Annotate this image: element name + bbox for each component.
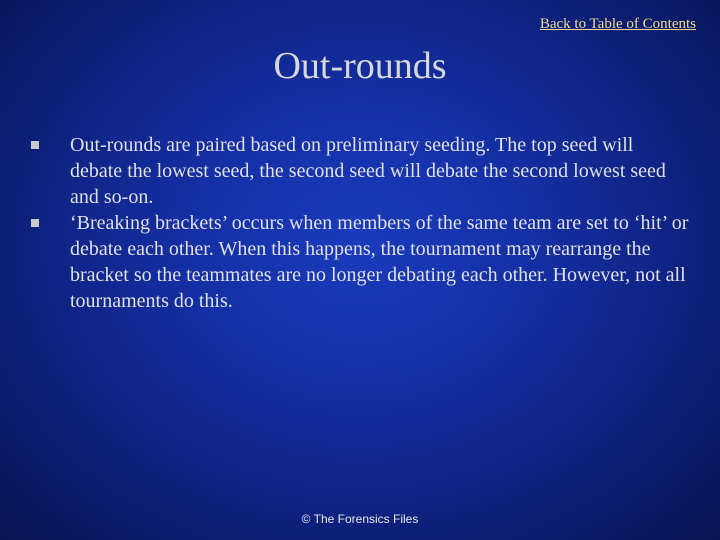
bullet-text: Out-rounds are paired based on preliminary seeding. The top seed will debate the lowest seed, the second seed will debate the second lowest seed and so-on. [70, 134, 666, 208]
bullet-item [30, 132, 690, 210]
square-bullet-icon [31, 219, 39, 227]
bullet-list [30, 132, 690, 314]
back-to-contents-link[interactable]: Back to Table of Contents [539, 16, 696, 32]
square-bullet-icon [31, 141, 39, 149]
bullet-text: ‘Breaking brackets’ occurs when members of the same team are set to ‘hit’ or debate each other. When this happens, the tournament may rearrange the bracket so the teammates are no longer debating each other. However, not all tournaments do this. [70, 212, 689, 312]
copyright-footer: © The Forensics Files [301, 512, 419, 526]
slide-title: Out-rounds [273, 45, 447, 87]
bullet-item [30, 210, 690, 314]
